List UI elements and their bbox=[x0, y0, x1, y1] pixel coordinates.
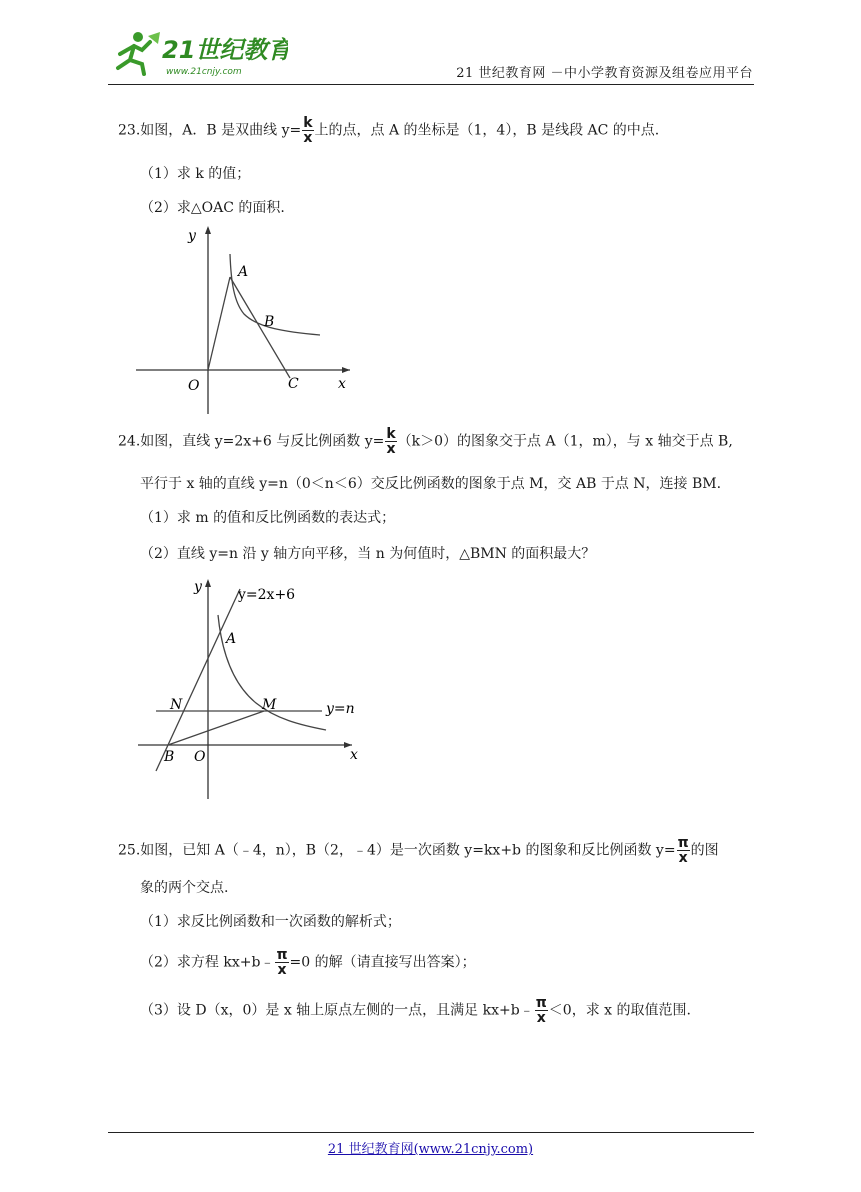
q25-part1: （1）求反比例函数和一次函数的解析式； bbox=[140, 914, 401, 930]
svg-text:B: B bbox=[264, 314, 275, 330]
q23-fraction: $\frac{k}{x}$ bbox=[303, 115, 313, 146]
q25-fraction-3: $\frac{\pi}{x}$ bbox=[535, 995, 547, 1026]
q23-part2: （2）求△OAC 的面积. bbox=[140, 200, 285, 216]
logo-text: 21世纪教育 bbox=[162, 36, 288, 64]
svg-text:M: M bbox=[262, 697, 277, 713]
header-divider bbox=[108, 84, 754, 85]
svg-text:A: A bbox=[226, 631, 237, 647]
q24-part1: （1）求 m 的值和反比例函数的表达式； bbox=[140, 510, 396, 526]
svg-text:y: y bbox=[188, 228, 196, 244]
q24-part2: （2）直线 y=n 沿 y 轴方向平移，当 n 为何值时，△BMN 的面积最大？ bbox=[140, 546, 596, 562]
q25-fraction-2: $\frac{\pi}{x}$ bbox=[276, 947, 288, 978]
svg-text:C: C bbox=[288, 376, 299, 392]
svg-text:A: A bbox=[238, 264, 249, 280]
q25-line1: 25.如图，已知 A（﹣4，n），B（2，﹣4）是一次函数 y=kx+b 的图象和反比例函数 y= $\frac{\pi}{x}$ 的图 bbox=[118, 835, 719, 866]
q24-line1: 24.如图，直线 y=2x+6 与反比例函数 y= $\frac{k}{x}$ （k＞0）的图象交于点 A（1，m），与 x 轴交于点 B, bbox=[118, 426, 733, 457]
svg-text:O: O bbox=[194, 749, 206, 765]
site-logo bbox=[108, 28, 288, 84]
runner-icon bbox=[118, 32, 160, 74]
header-site-name: 21 世纪教育网 －中小学教育资源及组卷应用平台 bbox=[456, 66, 753, 81]
q23-line1: 23.如图，A．B 是双曲线 y= $\frac{k}{x}$ 上的点，点 A 的坐标是（1，4），B 是线段 AC 的中点. bbox=[118, 115, 660, 146]
svg-text:y=2x+6: y=2x+6 bbox=[238, 587, 296, 603]
q25-fraction: $\frac{\pi}{x}$ bbox=[677, 835, 689, 866]
q25-line2: 象的两个交点. bbox=[140, 880, 229, 896]
q24-figure bbox=[136, 575, 376, 807]
q24-line2: 平行于 x 轴的直线 y=n（0＜n＜6）交反比例函数的图象于点 M，交 AB 于点 N，连接 BM. bbox=[140, 476, 722, 492]
svg-text:N: N bbox=[170, 697, 183, 713]
svg-text:y: y bbox=[194, 579, 202, 595]
footer-divider bbox=[108, 1132, 754, 1133]
q23-figure bbox=[136, 222, 366, 421]
q23-part1: （1）求 k 的值； bbox=[140, 166, 251, 182]
svg-text:x: x bbox=[350, 747, 358, 763]
q24-fraction: $\frac{k}{x}$ bbox=[386, 426, 396, 457]
svg-text:B: B bbox=[164, 749, 175, 765]
footer-link[interactable]: 21 世纪教育网(www.21cnjy.com) bbox=[327, 1142, 534, 1157]
svg-text:y=n: y=n bbox=[326, 701, 355, 717]
svg-text:x: x bbox=[338, 376, 346, 392]
q25-part2: （2）求方程 kx+b﹣ $\frac{\pi}{x}$ =0 的解（请直接写出答案）； bbox=[140, 947, 476, 978]
svg-text:O: O bbox=[188, 378, 200, 394]
footer bbox=[0, 1138, 861, 1157]
q25-part3: （3）设 D（x，0）是 x 轴上原点左侧的一点，且满足 kx+b﹣ $\frac{\pi}{x}$ ＜0，求 x 的取值范围. bbox=[140, 995, 691, 1026]
logo-url: www.21cnjy.com bbox=[166, 67, 242, 77]
